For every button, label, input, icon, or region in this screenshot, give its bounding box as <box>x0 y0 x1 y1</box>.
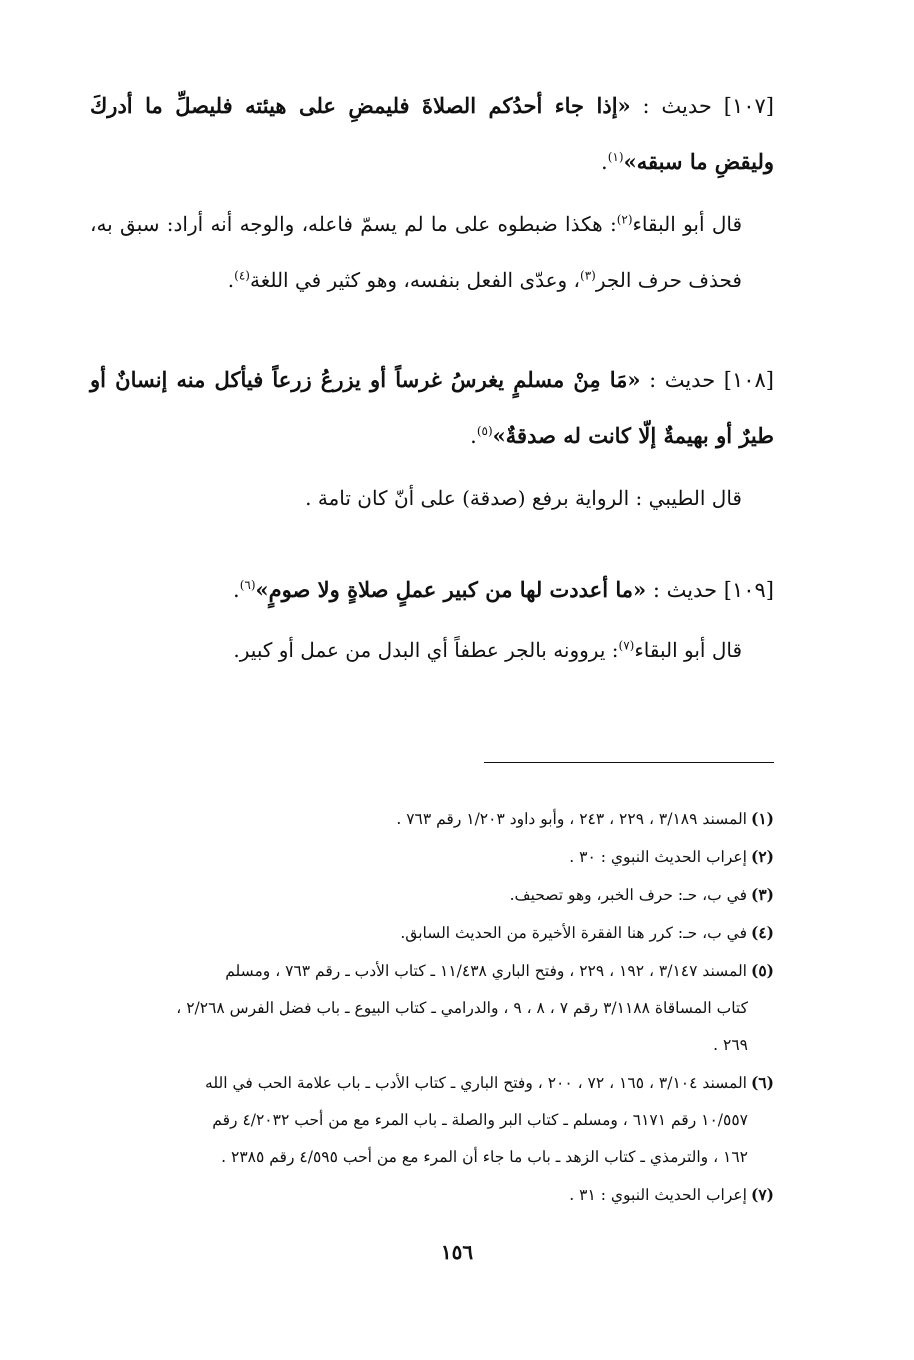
footnote-6-cont: ١٠/٥٥٧ رقم ٦١٧١ ، ومسلم ـ كتاب البر والصلة ـ باب المرء مع من أحب ٤/٢٠٣٢ رقم <box>212 1111 748 1129</box>
footnote-number: (٢) <box>750 847 774 866</box>
hadith-number: [١٠٩] <box>723 578 774 602</box>
footnote-1: (١)المسند ٣/١٨٩ ، ٢٢٩ ، ٢٤٣ ، وأبو داود ١/٢٠٣ رقم ٧٦٣ . <box>396 809 774 828</box>
hadith-number: [١٠٨] <box>723 368 774 392</box>
footnote-number: (٥) <box>750 961 774 980</box>
footnote-4: (٤)في ب، حـ: كرر هنا الفقرة الأخيرة من الحديث السابق. <box>400 923 774 942</box>
hadith-body: «مَا مِنْ مسلمٍ يغرسُ غرساً أو يزرعُ زرعاً فيأكل منه إنسانٌ أو طيرٌ أو بهيمةٌ إلّا كانت له صدقةٌ» <box>90 367 774 448</box>
hadith-text: [١٠٩] حديث : «ما أعددت لها من كبير عملٍ صلاةٍ ولا صومٍ»$^{(٦)}$. <box>233 577 774 602</box>
footnote-3: (٣)في ب، حـ: حرف الخبر، وهو تصحيف. <box>509 885 774 904</box>
footnote-number: (٧) <box>750 1185 774 1204</box>
footnote-number: (٣) <box>750 885 774 904</box>
hadith-entry-107 <box>90 78 774 308</box>
footnote-ref[interactable]: (٥) <box>476 424 493 438</box>
hadith-number: [١٠٧] <box>723 94 774 118</box>
footnote-7: (٧)إعراب الحديث النبوي : ٣١ . <box>569 1185 774 1204</box>
footnote-2: (٢)إعراب الحديث النبوي : ٣٠ . <box>569 847 774 866</box>
footnote-number: (١) <box>750 809 774 828</box>
hadith-text: [١٠٧] حديث : «إذا جاء أحدُكم الصلاةَ فليمضِ على هيئته فليصلِّ ما أدركَ وليقضِ ما سبقه»$^{(١)}$. <box>90 93 774 174</box>
footnote-ref[interactable]: (٧) <box>618 638 635 653</box>
footnote-ref[interactable]: (٣) <box>580 268 596 283</box>
hadith-label: حديث : <box>649 368 716 392</box>
page-number: ١٥٦ <box>440 1240 474 1264</box>
footnote-ref[interactable]: (٦) <box>239 578 256 592</box>
hadith-entry-109 <box>90 562 774 678</box>
footnote-divider <box>484 762 774 763</box>
footnote-6-cont: ١٦٢ ، والترمذي ـ كتاب الزهد ـ باب ما جاء أن المرء مع من أحب ٤/٥٩٥ رقم ٢٣٨٥ . <box>221 1148 748 1166</box>
footnote-ref[interactable]: (١) <box>607 150 624 164</box>
hadith-body: «ما أعددت لها من كبير عملٍ صلاةٍ ولا صومٍ» <box>255 577 647 602</box>
hadith-text: [١٠٨] حديث : «مَا مِنْ مسلمٍ يغرسُ غرساً أو يزرعُ زرعاً فيأكل منه إنسانٌ أو طيرٌ أو بهيمةٌ إلّا كانت له صدقةٌ»$^{(٥)}$. <box>90 367 774 448</box>
hadith-body: «إذا جاء أحدُكم الصلاةَ فليمضِ على هيئته فليصلِّ ما أدركَ وليقضِ ما سبقه» <box>90 93 774 174</box>
footnote-ref[interactable]: (٢) <box>616 212 633 227</box>
footnotes <box>60 800 774 1214</box>
footnote-number: (٤) <box>750 923 774 942</box>
commentary: قال أبو البقاء$^{(٢)}$: هكذا ضبطوه على ما لم يسمّ فاعله، والوجه أنه أراد: سبق به، فحذف حرف الجر$^{(٣)}$، وعدّى الفعل بنفسه، وهو كثير في اللغة$^{(٤)}$. <box>90 212 743 292</box>
hadith-label: حديث : <box>652 578 718 602</box>
footnote-5: (٥)المسند ٣/١٤٧ ، ١٩٢ ، ٢٢٩ ، وفتح الباري ١١/٤٣٨ ـ كتاب الأدب ـ رقم ٧٦٣ ، ومسلم <box>225 961 774 980</box>
footnote-number: (٦) <box>750 1073 774 1092</box>
footnote-6: (٦)المسند ٣/١٠٤ ، ١٦٥ ، ٧٢ ، ٢٠٠ ، وفتح الباري ـ كتاب الأدب ـ باب علامة الحب في الله <box>205 1073 774 1092</box>
footnote-5-cont: كتاب المساقاة ٣/١١٨٨ رقم ٧ ، ٨ ، ٩ ، والدرامي ـ كتاب البيوع ـ باب فضل الفرس ٢/٢٦٨ ، <box>176 999 748 1017</box>
hadith-label: حديث : <box>642 94 712 118</box>
commentary: قال الطيبي : الرواية برفع (صدقة) على أنّ كان تامة . <box>305 486 742 510</box>
commentary: قال أبو البقاء$^{(٧)}$: يروونه بالجر عطفاً أي البدل من عمل أو كبير. <box>233 638 742 662</box>
footnote-ref[interactable]: (٤) <box>234 268 250 283</box>
footnote-5-cont: ٢٦٩ . <box>713 1036 748 1054</box>
hadith-entry-108 <box>90 352 774 526</box>
